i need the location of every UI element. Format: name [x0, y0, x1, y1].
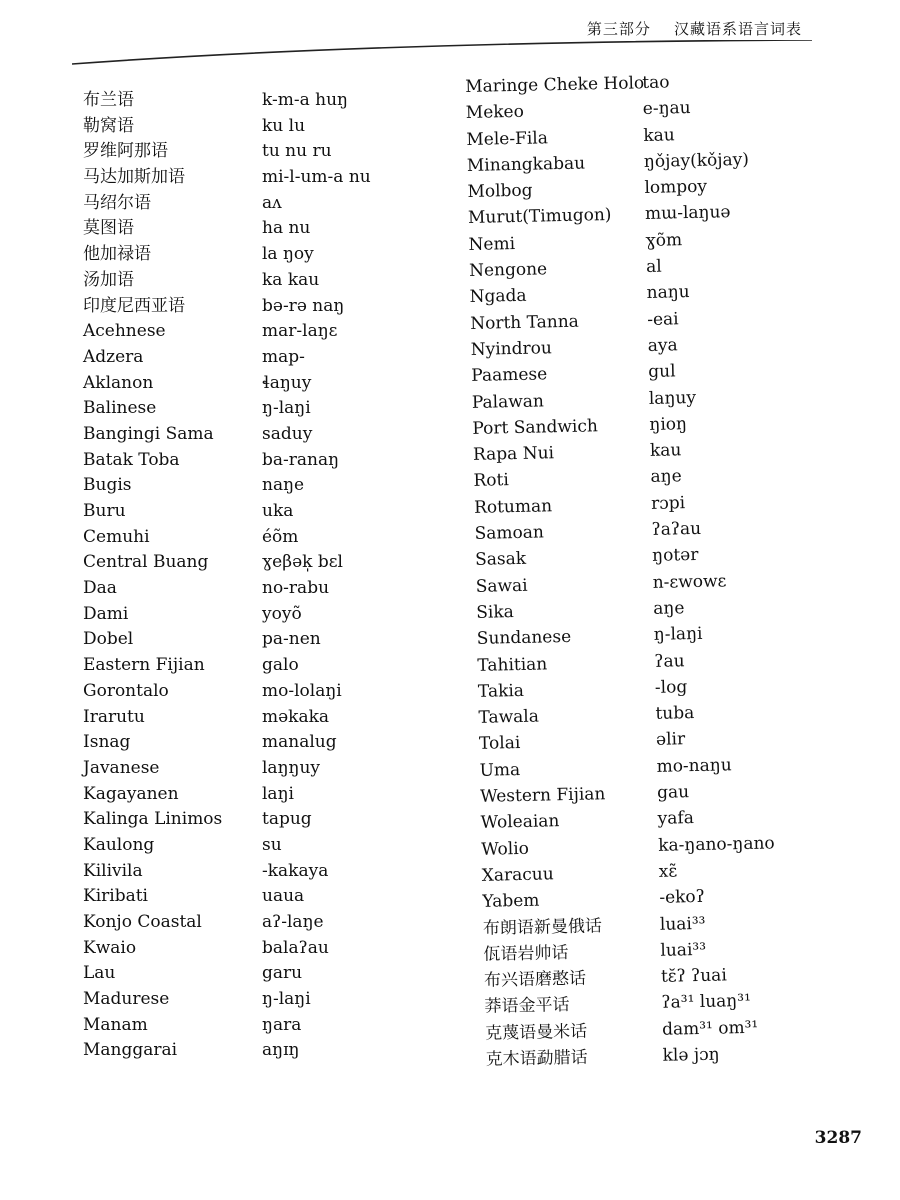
language-name: 克蔑语曼米话: [484, 1021, 588, 1044]
language-name: Cemuhi: [83, 526, 150, 547]
language-name: Kwaio: [83, 937, 137, 958]
language-name: Isnag: [83, 732, 131, 753]
word-form: tɛ̆ʔ ʔuai: [660, 965, 727, 987]
language-name: Minangkabau: [466, 153, 586, 176]
language-name: Xaracuu: [481, 864, 554, 886]
left-language-column: [83, 88, 222, 1064]
word-form: ŋ-laŋi: [262, 989, 311, 1010]
language-name: Maringe Cheke Holo: [465, 73, 645, 97]
language-name: Tolai: [478, 733, 521, 755]
language-name: Takia: [477, 680, 525, 702]
language-name: Mele-Fila: [466, 127, 549, 150]
word-form: kau: [643, 124, 675, 146]
word-form: éõm: [262, 526, 299, 547]
language-name: 克木语勐腊话: [485, 1047, 588, 1070]
language-name: 汤加语: [83, 269, 134, 290]
word-form: la ŋoy: [262, 244, 314, 265]
header-section: 第三部分: [586, 20, 651, 38]
word-form: -log: [654, 677, 688, 698]
word-form: naŋu: [646, 282, 690, 304]
language-name: 罗维阿那语: [83, 141, 168, 162]
language-name: Dobel: [83, 629, 134, 650]
word-form: mar-laŋɛ: [262, 321, 338, 342]
word-form: tuba: [655, 703, 695, 724]
language-name: Ngada: [469, 286, 527, 308]
word-form: -kakaya: [262, 860, 329, 881]
word-form: klə jɔŋ: [662, 1044, 720, 1066]
language-name: Molbog: [467, 180, 533, 203]
word-form: ŋara: [262, 1014, 302, 1035]
header-rule: [72, 40, 812, 66]
language-name: Port Sandwich: [472, 416, 599, 439]
language-name: Madurese: [83, 989, 170, 1010]
word-form: aʔ-laŋe: [262, 912, 324, 932]
word-form: ŋ-laŋi: [262, 398, 311, 419]
language-name: Kaulong: [83, 834, 155, 855]
language-name: Nengone: [468, 259, 548, 282]
language-name: Murut(Timugon): [467, 205, 612, 229]
language-name: Daa: [83, 578, 117, 599]
language-name: Sika: [476, 602, 515, 623]
word-form: ba-ranaŋ: [262, 449, 340, 470]
right-language-column: [465, 70, 665, 1073]
language-name: Lau: [83, 963, 116, 984]
language-name: Acehnese: [83, 321, 166, 342]
language-name: Batak Toba: [83, 449, 180, 470]
language-name: Roti: [473, 470, 510, 492]
word-form: aʌ: [262, 192, 282, 213]
language-name: Rapa Nui: [472, 443, 555, 466]
language-name: Paamese: [471, 364, 548, 387]
word-form: ŋǒjay(kǒjay): [643, 149, 750, 172]
word-form: lompoy: [644, 176, 708, 199]
word-form: saduy: [262, 423, 313, 444]
language-name: Kiribati: [83, 886, 148, 907]
word-form: mɯ-laŋuə: [644, 202, 731, 225]
word-form: map-: [262, 346, 305, 367]
word-form: kau: [649, 440, 682, 462]
word-form: gul: [648, 361, 676, 383]
word-form: naŋe: [262, 475, 305, 496]
word-form: mo-lolaŋi: [262, 680, 342, 701]
word-form: ʔaʔau: [651, 518, 702, 540]
language-name: Sasak: [474, 549, 527, 571]
language-name: Sawai: [475, 575, 528, 597]
language-name: Samoan: [474, 522, 545, 544]
language-name: Bugis: [83, 475, 132, 496]
word-form: -ekoʔ: [659, 887, 706, 909]
word-form: uka: [262, 501, 294, 521]
word-form: aŋe: [650, 466, 682, 488]
word-form: pa-nen: [262, 629, 321, 650]
language-name: Mekeo: [465, 102, 525, 124]
word-form: su: [262, 834, 282, 855]
language-name: Kalinga Linimos: [83, 809, 223, 830]
language-name: Eastern Fijian: [83, 655, 205, 676]
word-form: əlir: [655, 729, 686, 751]
language-name: Balinese: [83, 398, 157, 419]
language-name: Tahitian: [477, 653, 548, 676]
language-name: Buru: [83, 501, 126, 521]
language-name: 勒窝语: [83, 115, 134, 136]
language-name: Aklanon: [83, 372, 154, 393]
word-form: ŋioŋ: [649, 413, 688, 435]
language-name: Kilivila: [83, 860, 143, 881]
language-name: Adzera: [83, 346, 144, 367]
word-form: luai³³: [659, 913, 706, 935]
language-name: 布兰语: [83, 90, 134, 110]
word-form: balaʔau: [262, 937, 329, 958]
word-form: no-rabu: [262, 578, 330, 599]
word-form: ha nu: [262, 218, 311, 239]
word-form: al: [645, 256, 662, 278]
word-form: k-m-a huŋ: [262, 90, 348, 110]
language-name: 布朗语新曼俄话: [482, 915, 603, 939]
language-name: Rotuman: [473, 496, 553, 518]
language-name: Western Fijian: [479, 784, 606, 807]
word-form: tu nu ru: [262, 141, 332, 162]
word-form: yoyõ: [262, 603, 302, 624]
word-form: mi-l-um-a nu: [262, 167, 371, 188]
language-name: 他加禄语: [83, 244, 151, 265]
word-form: ka kau: [262, 269, 320, 290]
right-word-column: [642, 68, 779, 1070]
word-form: laŋi: [262, 783, 294, 804]
language-name: North Tanna: [470, 311, 580, 334]
language-name: Nyindrou: [470, 338, 553, 360]
language-name: Central Buang: [83, 552, 209, 573]
word-form: ka-ŋano-ŋano: [658, 833, 775, 856]
language-name: Bangingi Sama: [83, 423, 214, 444]
word-form: dam³¹ om³¹: [661, 1017, 759, 1040]
language-name: Tawala: [478, 706, 540, 728]
word-form: aya: [647, 335, 678, 356]
word-form: galo: [262, 655, 299, 676]
language-name: Dami: [83, 603, 129, 624]
word-form: gau: [656, 782, 690, 803]
word-form: bə-rə naŋ: [262, 295, 345, 316]
word-form: e-ŋau: [642, 98, 691, 120]
language-name: 佤语岩帅话: [483, 942, 569, 965]
language-name: Yabem: [482, 890, 540, 913]
language-name: Manam: [83, 1014, 148, 1035]
word-form: manalug: [262, 732, 337, 753]
word-form: mo-naŋu: [656, 754, 732, 777]
word-form: məkaka: [262, 706, 330, 727]
word-form: ŋotər: [651, 545, 699, 567]
word-form: laŋŋuy: [262, 757, 321, 778]
language-name: 马绍尔语: [83, 192, 151, 213]
word-form: yafa: [657, 808, 695, 830]
word-form: ʔau: [654, 650, 685, 672]
language-name: Kagayanen: [83, 783, 179, 804]
language-name: Irarutu: [83, 706, 145, 727]
word-form: ku lu: [262, 115, 306, 136]
word-form: ɬaŋuy: [262, 372, 312, 393]
language-name: 莫图语: [83, 218, 134, 239]
word-form: -eai: [647, 308, 679, 330]
word-form: ɣeβək̩ bɛl: [262, 552, 343, 573]
language-name: 布兴语磨憨话: [483, 968, 587, 991]
word-form: ɣõm: [645, 229, 683, 251]
language-name: Wolio: [481, 838, 530, 860]
language-name: Sundanese: [476, 627, 572, 650]
word-form: rɔpi: [650, 492, 686, 514]
word-form: n-ɛwowɛ: [652, 570, 727, 593]
word-form: laŋuy: [648, 387, 697, 409]
word-form: uaua: [262, 886, 305, 907]
word-form: ʔa³¹ luaŋ³¹: [661, 991, 752, 1014]
word-form: garu: [262, 963, 303, 984]
word-form: xɛ̃: [658, 861, 678, 882]
word-form: ŋ-laŋi: [653, 624, 703, 646]
left-word-column: [262, 88, 371, 1064]
language-name: 印度尼西亚语: [83, 295, 185, 316]
header-title: 汉藏语系语言词表: [673, 20, 802, 38]
page-number: 3287: [814, 1128, 862, 1148]
word-form: aŋɪŋ: [262, 1040, 300, 1061]
language-name: Javanese: [83, 757, 160, 778]
language-name: Konjo Coastal: [83, 912, 202, 932]
language-name: 马达加斯加语: [83, 167, 185, 188]
language-name: Woleaian: [480, 811, 560, 834]
word-form: tapug: [262, 809, 312, 830]
language-name: Nemi: [468, 233, 516, 255]
word-form: tao: [642, 72, 670, 93]
word-form: luai³³: [660, 939, 707, 961]
language-name: Uma: [479, 759, 521, 781]
language-name: Manggarai: [83, 1040, 178, 1061]
language-name: 莽语金平话: [484, 995, 570, 1018]
language-name: Gorontalo: [83, 680, 169, 701]
word-form: aŋe: [653, 598, 685, 619]
language-name: Palawan: [471, 390, 545, 413]
running-header: [587, 18, 802, 39]
